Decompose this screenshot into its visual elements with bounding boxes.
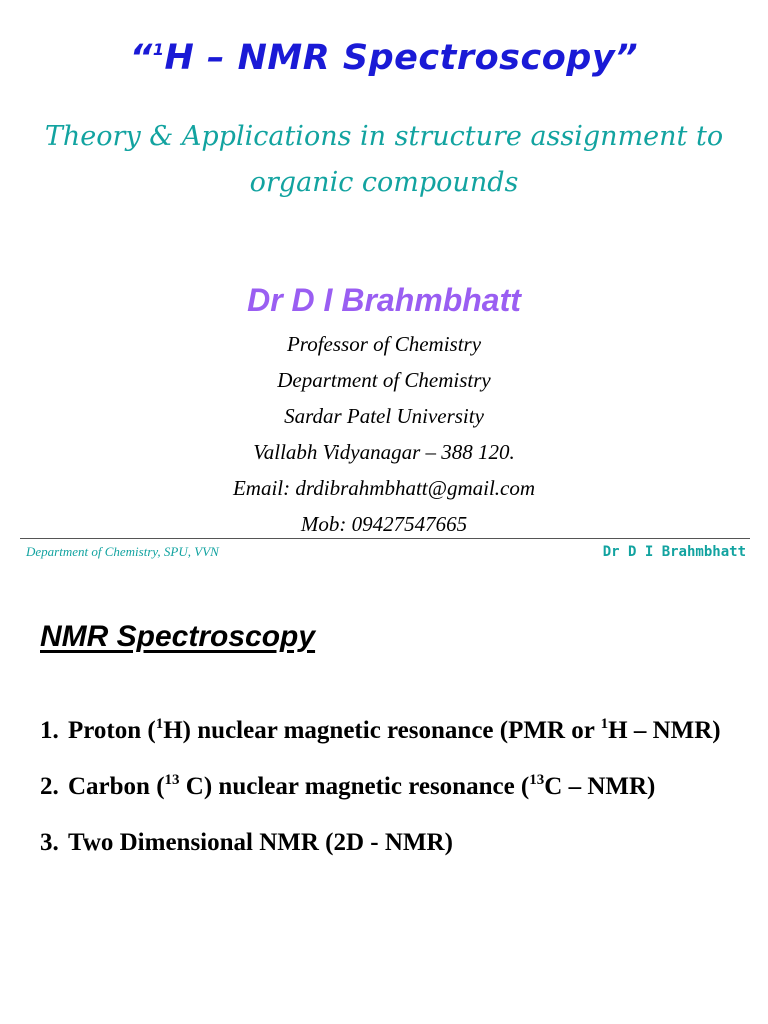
affiliation-email: Email: drdibrahmbhatt@gmail.com xyxy=(232,476,536,500)
affiliation-university: Sardar Patel University xyxy=(284,404,484,428)
subtitle-line-1: Theory & Applications in structure assignment to xyxy=(44,121,724,152)
affiliation-position: Professor of Chemistry xyxy=(286,332,482,356)
list-item: 3. Two Dimensional NMR (2D - NMR) xyxy=(40,829,453,856)
author-affiliation xyxy=(0,326,768,542)
footer-divider xyxy=(20,538,750,539)
footer-author: Dr D I Brahmbhatt xyxy=(602,544,746,560)
affiliation-address: Vallabh Vidyanagar – 388 120. xyxy=(253,440,515,464)
footer-department: Department of Chemistry, SPU, VVN xyxy=(26,544,219,559)
subtitle-line-2: organic compounds xyxy=(249,167,519,198)
list-item: 2. Carbon ($^{13}$ C) nuclear magnetic resonance ($^{13}$C – NMR) xyxy=(40,772,656,800)
slide-subtitle xyxy=(20,114,748,206)
slide-heading: NMR Spectroscopy xyxy=(40,620,316,653)
affiliation-mobile: Mob: 09427547665 xyxy=(300,512,468,536)
list-item: 1. Proton ($^1$H) nuclear magnetic resonance (PMR or $^1$H – NMR) xyxy=(40,716,721,744)
affiliation-department: Department of Chemistry xyxy=(277,368,491,392)
nmr-types-list xyxy=(40,714,740,882)
author-name: Dr D I Brahmbhatt xyxy=(247,282,521,318)
slide-title: “$^1$H – NMR Spectroscopy” xyxy=(129,38,639,78)
content-slide xyxy=(0,572,768,1024)
